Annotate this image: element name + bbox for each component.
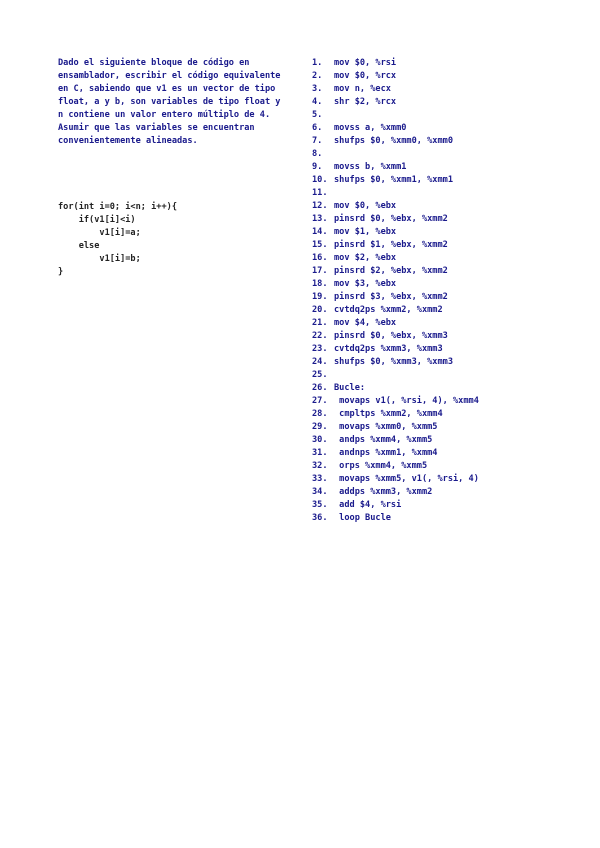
asm-line-number: 35. (312, 500, 328, 510)
asm-instruction: mov n, %ecx (334, 84, 391, 94)
asm-line (312, 356, 479, 369)
asm-instruction: shufps $0, %xmm0, %xmm0 (334, 136, 453, 146)
asm-line-number: 26. (312, 383, 328, 393)
asm-line-number: 15. (312, 240, 328, 250)
asm-line-number: 12. (312, 201, 328, 211)
asm-line (312, 304, 479, 317)
asm-instruction: add $4, %rsi (334, 500, 402, 510)
asm-line (312, 408, 479, 421)
asm-line (312, 473, 479, 486)
asm-instruction: mov $0, %rsi (334, 58, 397, 68)
asm-line (312, 148, 479, 161)
c-code-line: v1[i]=a; (58, 228, 141, 238)
asm-line-number: 8. (312, 149, 323, 159)
asm-instruction: mov $2, %ebx (334, 253, 397, 263)
asm-line-number: 3. (312, 84, 323, 94)
asm-line-number: 31. (312, 448, 328, 458)
asm-line (312, 486, 479, 499)
asm-instruction: movaps v1(, %rsi, 4), %xmm4 (334, 396, 479, 406)
asm-line (312, 460, 479, 473)
asm-instruction: Bucle: (334, 383, 366, 393)
asm-line-number: 5. (312, 110, 323, 120)
asm-line (312, 499, 479, 512)
asm-instruction: shr $2, %rcx (334, 97, 397, 107)
asm-instruction: pinsrd $3, %ebx, %xmm2 (334, 292, 448, 302)
asm-instruction: pinsrd $2, %ebx, %xmm2 (334, 266, 448, 276)
problem-statement: Dado el siguiente bloque de código en ensamblador, escribir el código equivalente en C, sabiendo que v1 es un vector de tipo float, a y b, son variables de tipo float y n contiene un valor entero múltiplo de 4. Asumir que las variables se encuentran convenientemente alineadas. (58, 58, 281, 146)
asm-line-number: 36. (312, 513, 328, 523)
asm-instruction: loop Bucle (334, 513, 391, 523)
asm-line (312, 252, 479, 265)
asm-line (312, 512, 479, 525)
asm-instruction: mov $1, %ebx (334, 227, 397, 237)
asm-instruction: cvtdq2ps %xmm2, %xmm2 (334, 305, 443, 315)
asm-instruction: mov $0, %rcx (334, 71, 397, 81)
asm-line (312, 135, 479, 148)
asm-line (312, 395, 479, 408)
asm-instruction: movaps %xmm0, %xmm5 (334, 422, 438, 432)
asm-line-number: 21. (312, 318, 328, 328)
asm-line-number: 22. (312, 331, 328, 341)
asm-line-number: 19. (312, 292, 328, 302)
asm-instruction: cmpltps %xmm2, %xmm4 (334, 409, 443, 419)
asm-line-number: 10. (312, 175, 328, 185)
c-code-line: else (58, 241, 100, 251)
asm-line (312, 226, 479, 239)
asm-line (312, 382, 479, 395)
asm-instruction: mov $0, %ebx (334, 201, 397, 211)
asm-line (312, 96, 479, 109)
asm-line-number: 14. (312, 227, 328, 237)
c-code-line: for(int i=0; i<n; i++){ (58, 202, 177, 212)
asm-line-number: 27. (312, 396, 328, 406)
asm-line (312, 187, 479, 200)
asm-line-number: 23. (312, 344, 328, 354)
asm-line (312, 83, 479, 96)
asm-instruction: pinsrd $1, %ebx, %xmm2 (334, 240, 448, 250)
asm-line (312, 447, 479, 460)
assembly-listing (312, 57, 479, 525)
asm-line-number: 1. (312, 58, 323, 68)
asm-line (312, 200, 479, 213)
asm-line-number: 2. (312, 71, 323, 81)
c-code-block (58, 201, 177, 279)
asm-line (312, 330, 479, 343)
asm-line-number: 20. (312, 305, 328, 315)
asm-line (312, 213, 479, 226)
asm-line (312, 109, 479, 122)
asm-instruction: pinsrd $0, %ebx, %xmm3 (334, 331, 448, 341)
asm-line-number: 13. (312, 214, 328, 224)
asm-line-number: 25. (312, 370, 328, 380)
asm-line (312, 57, 479, 70)
asm-instruction: mov $4, %ebx (334, 318, 397, 328)
asm-line-number: 9. (312, 162, 323, 172)
asm-line-number: 4. (312, 97, 323, 107)
c-code-line: if(v1[i]<i) (58, 215, 136, 225)
asm-line (312, 122, 479, 135)
asm-line (312, 70, 479, 83)
asm-line (312, 161, 479, 174)
asm-instruction: shufps $0, %xmm1, %xmm1 (334, 175, 453, 185)
asm-instruction: andps %xmm4, %xmm5 (334, 435, 433, 445)
asm-line-number: 33. (312, 474, 328, 484)
asm-line-number: 34. (312, 487, 328, 497)
asm-instruction: orps %xmm4, %xmm5 (334, 461, 428, 471)
asm-line (312, 174, 479, 187)
asm-line-number: 28. (312, 409, 328, 419)
asm-instruction: pinsrd $0, %ebx, %xmm2 (334, 214, 448, 224)
asm-line (312, 265, 479, 278)
asm-instruction: movaps %xmm5, v1(, %rsi, 4) (334, 474, 479, 484)
asm-line-number: 17. (312, 266, 328, 276)
asm-line (312, 291, 479, 304)
asm-line (312, 434, 479, 447)
asm-instruction: cvtdq2ps %xmm3, %xmm3 (334, 344, 443, 354)
asm-line-number: 18. (312, 279, 328, 289)
asm-line-number: 30. (312, 435, 328, 445)
asm-line (312, 343, 479, 356)
asm-line (312, 369, 479, 382)
asm-line-number: 11. (312, 188, 328, 198)
asm-instruction: movss b, %xmm1 (334, 162, 407, 172)
asm-line-number: 7. (312, 136, 323, 146)
asm-instruction: shufps $0, %xmm3, %xmm3 (334, 357, 453, 367)
asm-instruction: andnps %xmm1, %xmm4 (334, 448, 438, 458)
c-code-line: v1[i]=b; (58, 254, 141, 264)
asm-line (312, 239, 479, 252)
asm-line-number: 24. (312, 357, 328, 367)
asm-line-number: 16. (312, 253, 328, 263)
asm-line-number: 29. (312, 422, 328, 432)
asm-line-number: 32. (312, 461, 328, 471)
asm-instruction: movss a, %xmm0 (334, 123, 407, 133)
asm-line-number: 6. (312, 123, 323, 133)
asm-line (312, 317, 479, 330)
c-code-line: } (58, 267, 64, 277)
asm-instruction: mov $3, %ebx (334, 279, 397, 289)
asm-line (312, 421, 479, 434)
asm-line (312, 278, 479, 291)
asm-instruction: addps %xmm3, %xmm2 (334, 487, 433, 497)
